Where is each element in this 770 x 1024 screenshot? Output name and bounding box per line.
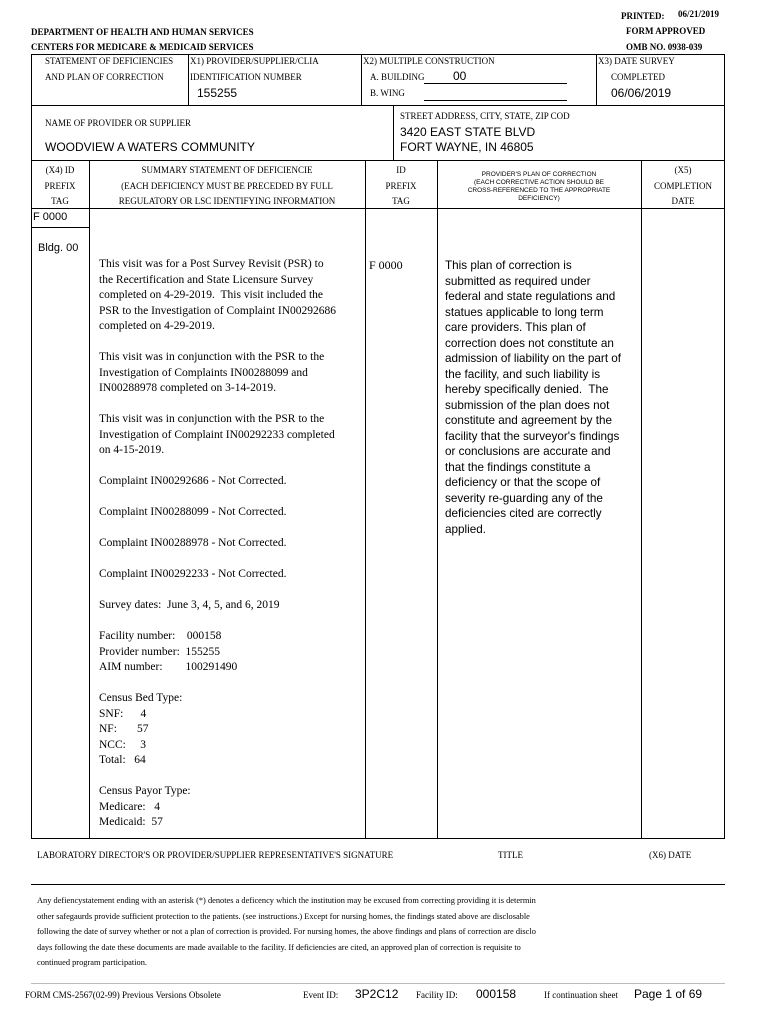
facility-id-value: 000158 xyxy=(476,987,517,1001)
title-label: TITLE xyxy=(498,850,523,860)
building-tag: Bldg. 00 xyxy=(38,242,79,254)
summary-line: Census Payor Type: xyxy=(99,785,191,797)
x6-date-label: (X6) DATE xyxy=(649,850,692,860)
summary-line: Complaint IN00288978 - Not Corrected. xyxy=(99,537,287,549)
x5-header-3: DATE xyxy=(671,196,695,206)
address-label: STREET ADDRESS, CITY, STATE, ZIP COD xyxy=(400,111,570,121)
id-header-3: TAG xyxy=(392,196,410,206)
statement-label-2: AND PLAN OF CORRECTION xyxy=(45,72,164,82)
summary-line: Total: 64 xyxy=(99,754,146,766)
plan-of-correction xyxy=(445,258,621,537)
plan-line: federal and state regulations and xyxy=(445,290,616,303)
printed-date: 06/21/2019 xyxy=(678,9,720,19)
summary-line: on 4-15-2019. xyxy=(99,444,165,456)
x5-header-2: COMPLETION xyxy=(654,181,712,191)
plan-line: severity re-guarding any of the xyxy=(445,491,603,505)
x1-label-1: X1) PROVIDER/SUPPLIER/CLIA xyxy=(190,56,319,66)
plan-line: deficiencies cited are correctly xyxy=(445,507,602,520)
summary-line xyxy=(99,552,336,568)
plan-line: admission of liability on the part of xyxy=(445,352,622,365)
summary-line: Investigation of Complaint IN00292233 completed xyxy=(99,428,335,441)
plan-line: submission of the plan does not xyxy=(445,398,610,412)
omb-number: OMB NO. 0938-039 xyxy=(626,42,703,52)
summary-line xyxy=(99,490,336,506)
summary-line xyxy=(99,335,336,351)
disclaimer-line: other safegaurds provide sufficient protection to the patients. (see instructions.) Except for nursing homes, the findings stated above are disclosable xyxy=(37,911,530,921)
city-state-zip: FORT WAYNE, IN 46805 xyxy=(400,140,534,154)
summary-line: IN00288978 completed on 3-14-2019. xyxy=(99,382,276,394)
plan-line: that the findings constitute a xyxy=(445,460,591,474)
statement-label-1: STATEMENT OF DEFICIENCIES xyxy=(45,56,174,66)
summary-line: SNF: 4 xyxy=(99,707,147,720)
summary-line: NF: 57 xyxy=(99,723,149,735)
plan-line: facility that the surveyor's findings xyxy=(445,429,620,443)
plan-header-2: (EACH CORRECTIVE ACTION SHOULD BE xyxy=(473,179,605,186)
summary-line xyxy=(99,583,336,599)
plan-line: This plan of correction is xyxy=(445,259,572,272)
summary-header-3: REGULATORY OR LSC IDENTIFYING INFORMATION xyxy=(118,196,336,206)
continuation-label: If continuation sheet xyxy=(544,990,618,1000)
summary-line: Provider number: 155255 xyxy=(99,645,221,658)
summary-line: the Recertification and State Licensure Survey xyxy=(99,273,314,286)
summary-line: NCC: 3 xyxy=(99,738,146,751)
provider-name-value: WOODVIEW A WATERS COMMUNITY xyxy=(45,140,255,154)
department-title: DEPARTMENT OF HEALTH AND HUMAN SERVICES xyxy=(31,27,254,37)
disclaimer-text xyxy=(37,893,536,971)
summary-line: Complaint IN00288099 - Not Corrected. xyxy=(99,506,287,518)
plan-line: hereby specifically denied. The xyxy=(445,383,609,396)
x4-header-2: PREFIX xyxy=(44,181,76,191)
x4-header-3: TAG xyxy=(51,196,69,206)
summary-line xyxy=(99,676,336,692)
x3-label-1: X3) DATE SURVEY xyxy=(598,56,675,66)
summary-line: This visit was in conjunction with the PSR to the xyxy=(99,413,325,425)
printed-label: PRINTED: xyxy=(621,11,665,21)
summary-line: Census Bed Type: xyxy=(99,692,183,704)
event-id-label: Event ID: xyxy=(303,990,339,1000)
summary-line: Medicaid: 57 xyxy=(99,816,163,828)
disclaimer-line: Any defiencystatement ending with an asterisk (*) denotes a deficency which the institution may be excused from correcting providing it is determin xyxy=(37,896,536,905)
plan-header-1: PROVIDER'S PLAN OF CORRECTION xyxy=(481,171,597,178)
x1-label-2: IDENTIFICATION NUMBER xyxy=(190,72,302,82)
plan-line: deficiency or that the scope of xyxy=(445,476,601,489)
summary-line: completed on 4-29-2019. This visit included the xyxy=(99,289,324,301)
summary-line: completed on 4-29-2019. xyxy=(99,320,215,332)
plan-line: correction does not constitute an xyxy=(445,336,614,350)
plan-line: the facility, and such liability is xyxy=(445,367,601,381)
id-header-1: ID xyxy=(396,165,406,175)
centers-title: CENTERS FOR MEDICARE & MEDICAID SERVICES xyxy=(31,42,254,52)
summary-line: This visit was for a Post Survey Revisit (PSR) to xyxy=(99,258,324,270)
event-id-value: 3P2C12 xyxy=(355,987,399,1001)
summary-line: AIM number: 100291490 xyxy=(99,661,238,673)
director-signature-label: LABORATORY DIRECTOR'S OR PROVIDER/SUPPLIER REPRESENTATIVE'S SIGNATURE xyxy=(37,850,394,860)
x5-header-1: (X5) xyxy=(674,165,692,175)
x4-header-1: (X4) ID xyxy=(45,165,75,175)
plan-line: applied. xyxy=(445,522,486,536)
summary-line: This visit was in conjunction with the PSR to the xyxy=(99,351,325,363)
summary-statement xyxy=(99,257,336,831)
facility-id-label: Facility ID: xyxy=(416,990,458,1000)
building-value: 00 xyxy=(453,69,467,83)
form-number: FORM CMS-2567(02-99) Previous Versions Obsolete xyxy=(25,990,221,1000)
summary-header-1: SUMMARY STATEMENT OF DEFICIENCIE xyxy=(141,165,313,175)
summary-line: Facility number: 000158 xyxy=(99,630,222,642)
summary-line: PSR to the Investigation of Complaint IN00292686 xyxy=(99,304,337,317)
summary-header-2: (EACH DEFICIENCY MUST BE PRECEDED BY FULL xyxy=(121,181,333,191)
summary-line: Survey dates: June 3, 4, 5, and 6, 2019 xyxy=(99,599,280,611)
summary-line xyxy=(99,769,336,785)
survey-date-value: 06/06/2019 xyxy=(611,86,672,100)
plan-line: submitted as required under xyxy=(445,274,591,288)
summary-line: Complaint IN00292233 - Not Corrected. xyxy=(99,568,287,580)
summary-line: Investigation of Complaints IN00288099 and xyxy=(99,366,308,379)
plan-line: care providers. This plan of xyxy=(445,321,586,334)
page-number: Page 1 of 69 xyxy=(634,987,703,1001)
summary-line xyxy=(99,397,336,413)
id-header-2: PREFIX xyxy=(385,181,417,191)
x3-label-2: COMPLETED xyxy=(611,72,665,82)
left-tag: F 0000 xyxy=(33,211,68,223)
plan-header-3: CROSS-REFERENCED TO THE APPROPRIATE xyxy=(467,187,611,194)
street-address: 3420 EAST STATE BLVD xyxy=(400,125,536,139)
right-tag: F 0000 xyxy=(369,258,403,272)
summary-line: Complaint IN00292686 - Not Corrected. xyxy=(99,475,287,487)
disclaimer-line: continued program participation. xyxy=(37,958,148,968)
plan-line: statues applicable to long term xyxy=(445,305,604,319)
summary-line: Medicare: 4 xyxy=(99,800,160,813)
summary-line xyxy=(99,521,336,537)
form-approved-label: FORM APPROVED xyxy=(626,26,706,36)
summary-line xyxy=(99,614,336,630)
wing-label: B. WING xyxy=(370,88,405,98)
provider-name-label: NAME OF PROVIDER OR SUPPLIER xyxy=(45,118,192,128)
disclaimer-line: following the date of survey whether or not a plan of correction is provided. For nursing homes, the above findings and plans of correction are disclo xyxy=(37,927,536,937)
plan-header-4: DEFICIENCY) xyxy=(518,195,560,202)
summary-line xyxy=(99,459,336,475)
provider-id-value: 155255 xyxy=(197,86,238,100)
plan-line: or conclusions are accurate and xyxy=(445,445,611,458)
disclaimer-line: days following the date these documents are made available to the facility. If deficiencies are cited, an approved plan of correction is requisite to xyxy=(37,942,521,952)
building-label: A. BUILDING xyxy=(370,72,425,82)
x2-label: X2) MULTIPLE CONSTRUCTION xyxy=(363,56,495,66)
plan-line: constitute and agreement by the xyxy=(445,414,612,427)
